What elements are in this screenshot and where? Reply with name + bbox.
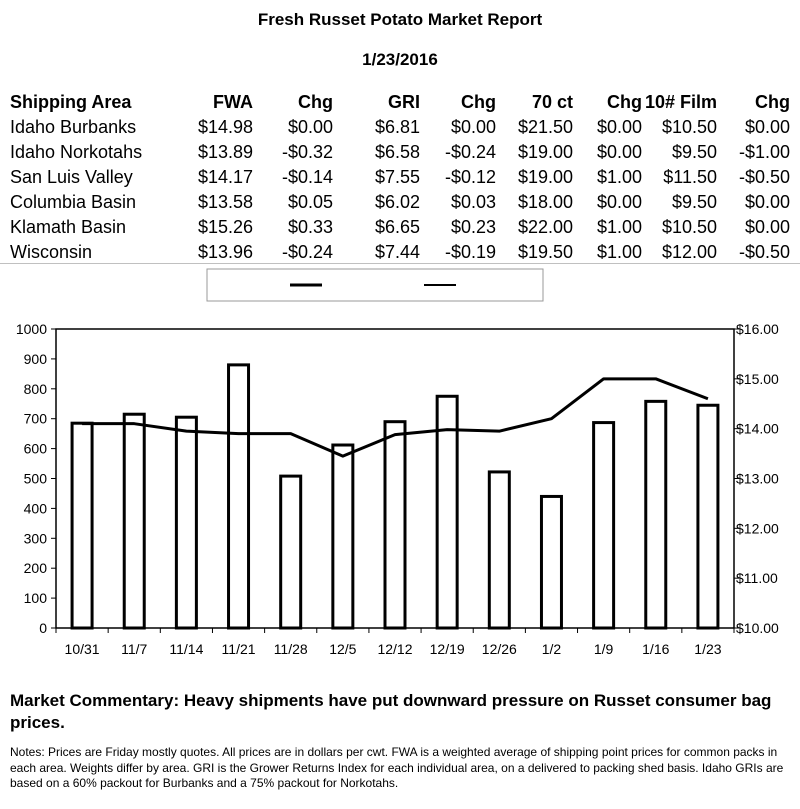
left-axis-label: 600: [23, 440, 47, 457]
right-axis-label: $12.00: [736, 520, 779, 537]
x-axis-label: 11/28: [273, 641, 308, 657]
market-commentary: Market Commentary: Heavy shipments have put downward pressure on Russet consumer bag prices.: [10, 691, 772, 732]
x-axis-label: 12/12: [377, 641, 413, 657]
left-axis-label: 700: [23, 410, 47, 427]
table-cell: $6.81: [374, 117, 420, 137]
table-row: [10, 115, 790, 140]
left-axis-label: 800: [23, 380, 47, 397]
table-cell: Klamath Basin: [10, 217, 127, 237]
column-header: 10# Film: [644, 92, 717, 112]
table-cell: -$0.24: [444, 142, 496, 162]
left-axis-label: 500: [23, 470, 47, 487]
price-table: [10, 90, 790, 265]
x-axis-label: 12/5: [329, 641, 357, 657]
x-axis-label: 1/2: [541, 641, 562, 657]
report-title: Fresh Russet Potato Market Report: [257, 10, 543, 29]
table-cell: $13.89: [197, 142, 253, 162]
bar: [385, 422, 405, 628]
left-axis-label: 200: [23, 560, 47, 577]
x-axis-label: 11/21: [221, 641, 256, 657]
table-cell: San Luis Valley: [10, 167, 133, 187]
left-axis-label: 0: [39, 620, 47, 636]
legend-box: [207, 269, 543, 301]
table-cell: -$0.50: [738, 242, 790, 262]
x-axis-label: 12/26: [481, 641, 517, 657]
x-axis-label: 1/16: [642, 641, 670, 657]
table-cell: $21.50: [517, 117, 573, 137]
x-axis-label: 10/31: [64, 641, 100, 657]
bar: [698, 405, 718, 628]
table-cell: $0.33: [287, 217, 333, 237]
x-axis-label: 11/7: [121, 641, 148, 657]
table-row: [10, 215, 790, 240]
bar: [72, 423, 92, 628]
column-header: Chg: [298, 92, 333, 112]
table-cell: $0.00: [596, 117, 642, 137]
left-axis-label: 400: [23, 500, 47, 517]
column-header: 70 ct: [531, 92, 573, 112]
table-cell: $1.00: [596, 242, 642, 262]
chart-area: [0, 263, 800, 683]
table-cell: Wisconsin: [10, 242, 93, 262]
table-cell: Idaho Norkotahs: [10, 142, 143, 162]
table-cell: Columbia Basin: [10, 192, 137, 212]
table-cell: $0.00: [596, 142, 642, 162]
table-cell: $7.44: [374, 242, 420, 262]
table-cell: $9.50: [671, 142, 717, 162]
table-cell: $14.17: [197, 167, 253, 187]
table-cell: $0.03: [450, 192, 496, 212]
bar: [541, 496, 561, 628]
table-cell: $13.96: [197, 242, 253, 262]
bar: [594, 423, 614, 628]
table-cell: -$1.00: [738, 142, 790, 162]
table-header-row: [10, 90, 790, 115]
table-cell: $19.00: [517, 167, 573, 187]
column-header: GRI: [387, 92, 420, 112]
table-cell: $0.00: [287, 117, 333, 137]
table-cell: $12.00: [661, 242, 717, 262]
column-header: Chg: [461, 92, 496, 112]
right-axis-label: $14.00: [736, 420, 779, 437]
right-axis-label: $15.00: [736, 370, 779, 387]
bar: [229, 365, 249, 628]
column-header: FWA: [213, 92, 253, 112]
left-axis-label: 1000: [15, 321, 47, 337]
table-cell: $18.00: [517, 192, 573, 212]
table-cell: $0.00: [450, 117, 496, 137]
table-row: [10, 190, 790, 215]
table-cell: $7.55: [374, 167, 420, 187]
column-header: Chg: [755, 92, 790, 112]
bar: [646, 401, 666, 628]
table-cell: $0.05: [287, 192, 333, 212]
table-cell: $6.58: [374, 142, 420, 162]
left-axis-label: 100: [23, 590, 47, 607]
table-cell: -$0.19: [444, 242, 496, 262]
right-axis-label: $10.00: [736, 620, 779, 636]
table-cell: $13.58: [197, 192, 253, 212]
table-cell: $11.50: [663, 167, 717, 187]
table-cell: $19.00: [517, 142, 573, 162]
right-axis-label: $11.00: [736, 570, 778, 587]
table-cell: $6.02: [374, 192, 420, 212]
column-header: Shipping Area: [10, 92, 132, 112]
bar: [124, 414, 144, 628]
x-axis-label: 12/19: [429, 641, 465, 657]
table-cell: $15.26: [197, 217, 253, 237]
column-header: Chg: [607, 92, 642, 112]
table-cell: $6.65: [374, 217, 420, 237]
table-cell: -$0.50: [738, 167, 790, 187]
x-axis-label: 11/14: [169, 641, 204, 657]
table-cell: $14.98: [197, 117, 253, 137]
table-cell: $22.00: [517, 217, 573, 237]
table-row: [10, 240, 790, 265]
combo-chart: [0, 264, 800, 684]
report-date: 1/23/2016: [362, 50, 438, 69]
table-cell: -$0.24: [281, 242, 333, 262]
table-cell: -$0.12: [444, 167, 496, 187]
bar: [489, 472, 509, 628]
table-cell: $1.00: [596, 167, 642, 187]
bar: [333, 445, 353, 628]
left-axis-label: 300: [23, 530, 47, 547]
right-axis-label: $13.00: [736, 470, 779, 487]
notes-text: Notes: Prices are Friday mostly quotes. All prices are in dollars per cwt. FWA is a weighted average of shipping point prices for common packs in each area. Weights differ by area. GRI is the Grower Returns Index for each individual area, on a delivered to packing shed basis. Idaho GRIs are based on a 60% packout for Burbanks and a 75% packout for Norkotahs.: [10, 745, 784, 790]
x-axis-label: 1/23: [694, 641, 722, 657]
table-cell: -$0.32: [281, 142, 333, 162]
table-row: [10, 140, 790, 165]
table-cell: Idaho Burbanks: [10, 117, 137, 137]
table-cell: $19.50: [517, 242, 573, 262]
table-row: [10, 165, 790, 190]
bar: [176, 417, 196, 628]
right-axis-label: $16.00: [736, 321, 779, 337]
bar: [281, 476, 301, 628]
table-cell: $10.50: [661, 117, 717, 137]
x-axis-label: 1/9: [593, 641, 614, 657]
table-cell: $0.00: [596, 192, 642, 212]
table-cell: $0.00: [744, 192, 790, 212]
table-cell: $10.50: [661, 217, 717, 237]
table-cell: $0.00: [744, 117, 790, 137]
table-cell: $9.50: [671, 192, 717, 212]
left-axis-label: 900: [23, 350, 47, 367]
table-cell: $1.00: [596, 217, 642, 237]
table-cell: -$0.14: [281, 167, 333, 187]
table-cell: $0.00: [744, 217, 790, 237]
table-cell: $0.23: [450, 217, 496, 237]
